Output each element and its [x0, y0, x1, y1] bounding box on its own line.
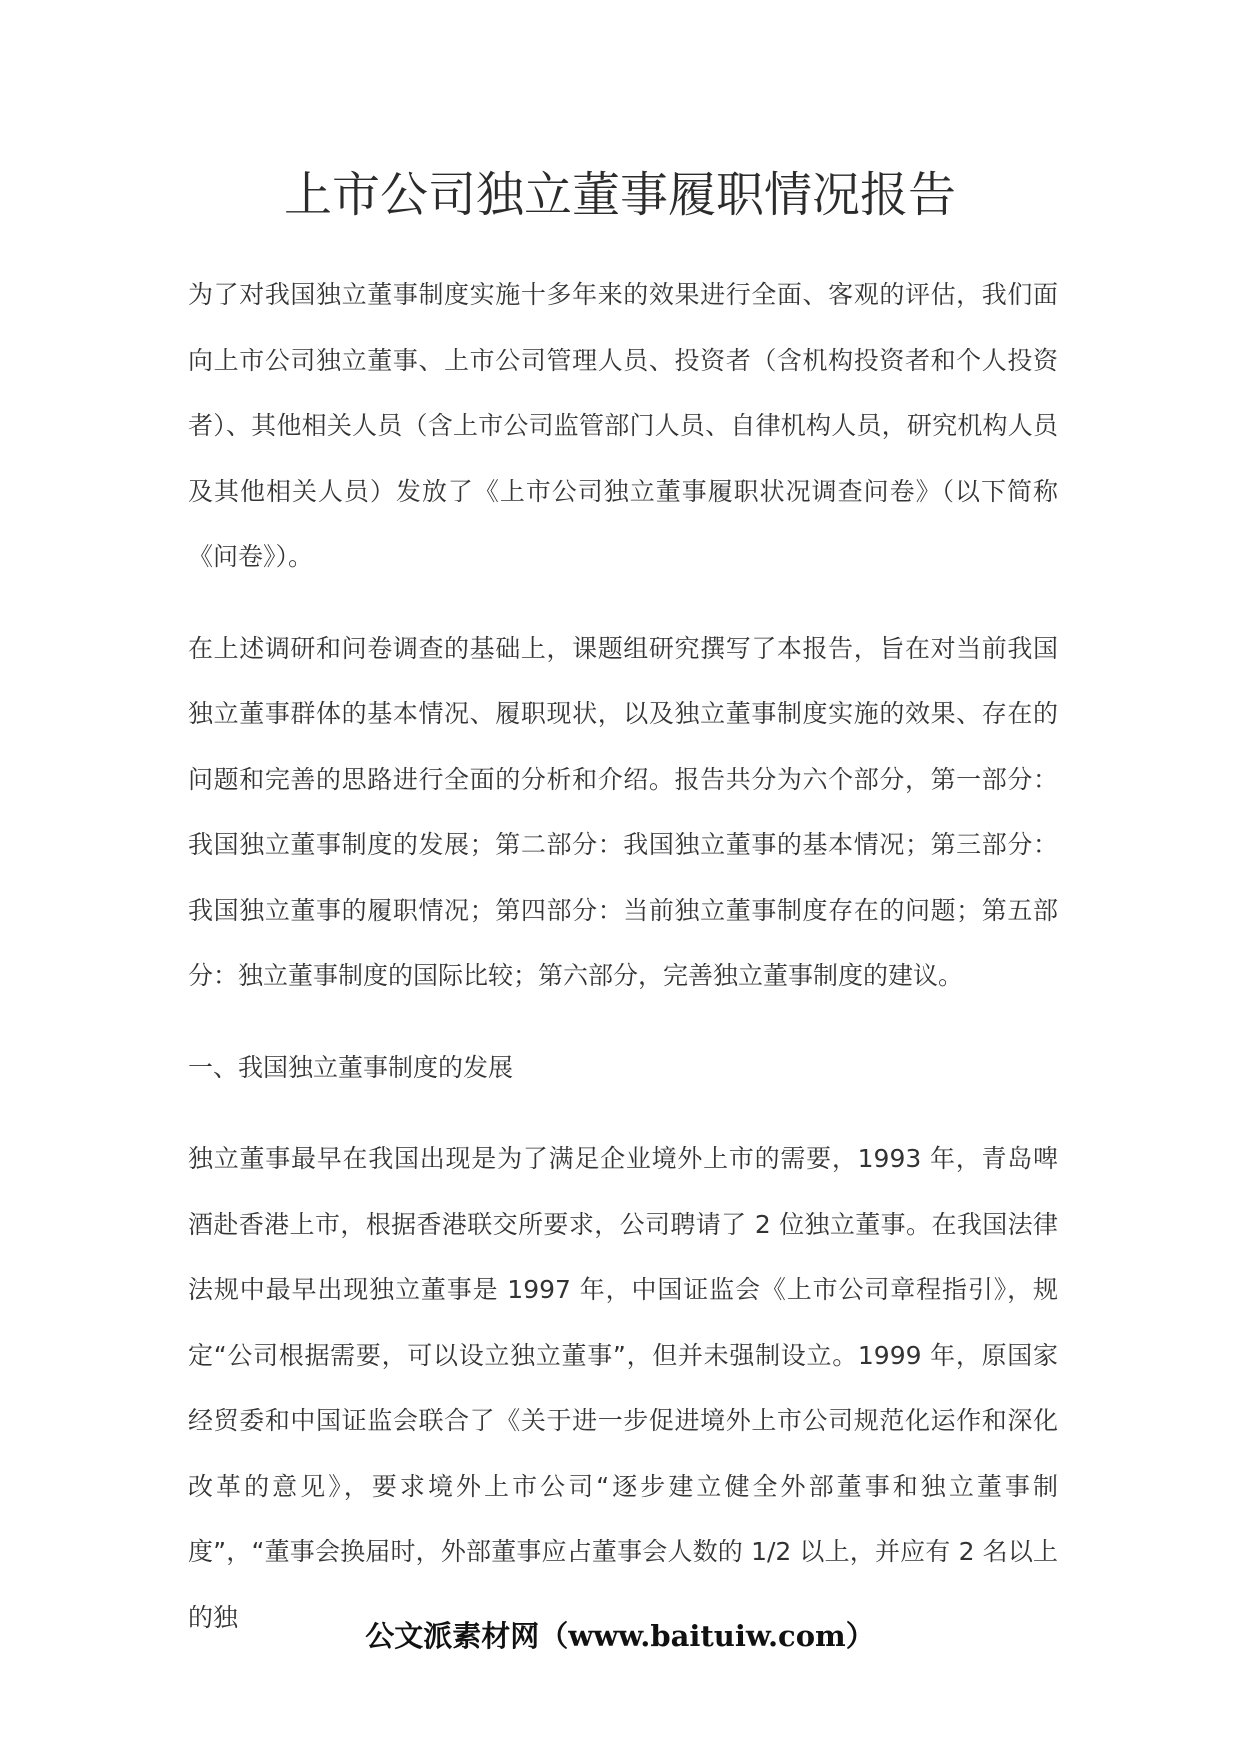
section-heading: 一、我国独立董事制度的发展: [188, 1052, 514, 1082]
footer-watermark: 公文派素材网（www.baituiw.com）: [365, 1619, 875, 1653]
overview-paragraph: 在上述调研和问卷调查的基础上，课题组研究撰写了本报告，旨在对当前我国独立董事群体的基本情况、履职现状，以及独立董事制度实施的效果、存在的问题和完善的思路进行全面的分析和介绍。报告共分为六个部分，第一部分：我国独立董事制度的发展；第二部分：我国独立董事的基本情况；第三部分：我国独立董事的履职情况；第四部分：当前独立董事制度存在的问题；第五部分：独立董事制度的国际比较；第六部分，完善独立董事制度的建议。: [188, 633, 1058, 990]
intro-paragraph: 为了对我国独立董事制度实施十多年来的效果进行全面、客观的评估，我们面向上市公司独立董事、上市公司管理人员、投资者（含机构投资者和个人投资者）、其他相关人员（含上市公司监管部门人员、自律机构人员，研究机构人员及其他相关人员）发放了《上市公司独立董事履职状况调查问卷》（以下简称《问卷》）。: [188, 280, 1058, 571]
document-title: 上市公司独立董事履职情况报告: [283, 167, 956, 223]
section-paragraph: 独立董事最早在我国出现是为了满足企业境外上市的需要，1993 年，青岛啤酒赴香港上市，根据香港联交所要求，公司聘请了 2 位独立董事。在我国法律法规中最早出现独立董事是 1997 年，中国证监会《上市公司章程指引》，规定“公司根据需要，可以设立独立董事”，但并未强制设立。1999 年，原国家经贸委和中国证监会联合了《关于进一步促进境外上市公司规范化运作和深化改革的意见》，要求境外上市公司“逐步建立健全外部董事和独立董事制度”，“董事会换届时，外部董事应占董事会人数的 1/2 以上，并应有 2 名以上的独: [188, 1144, 1058, 1632]
document-body: [188, 262, 1058, 1650]
